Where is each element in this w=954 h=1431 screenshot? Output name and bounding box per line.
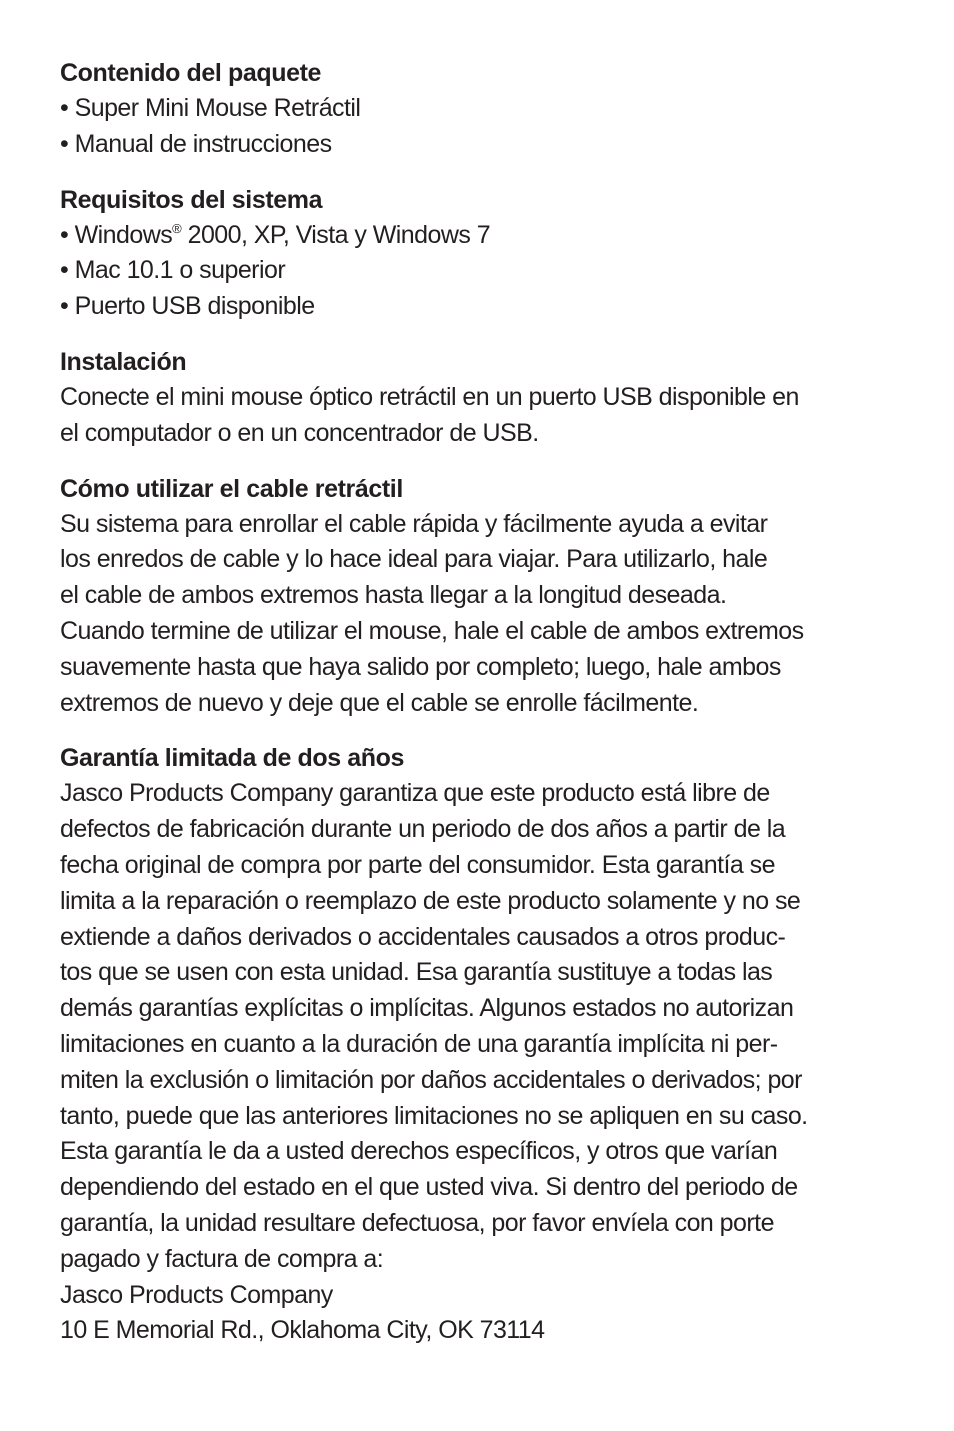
paragraph-line: pagado y factura de compra a:: [60, 1244, 384, 1273]
section-heading: Garantía limitada de dos años: [60, 744, 405, 773]
section-heading: Contenido del paquete: [60, 59, 322, 87]
list-item: • Manual de instrucciones: [60, 129, 332, 158]
system-requirements-section: [60, 183, 896, 325]
paragraph-line: Esta garantía le da a usted derechos específicos, y otros que varían: [60, 1137, 778, 1166]
list-item: • Puerto USB disponible: [60, 292, 315, 321]
company-name: Jasco Products Company: [60, 1280, 333, 1309]
paragraph-line: limitaciones en cuanto a la duración de una garantía implícita ni per-: [60, 1029, 778, 1058]
paragraph-line: limita a la reparación o reemplazo de este producto solamente y no se: [60, 886, 801, 915]
section-heading: Cómo utilizar el cable retráctil: [60, 474, 403, 503]
list-item: • Mac 10.1 o superior: [60, 256, 286, 285]
section-heading: Instalación: [60, 347, 187, 376]
paragraph-line: defectos de fabricación durante un periodo de dos años a partir de la: [60, 815, 786, 844]
list-item: • Super Mini Mouse Retráctil: [60, 94, 361, 122]
paragraph-line: garantía, la unidad resultare defectuosa, por favor envíela con porte: [60, 1208, 774, 1237]
paragraph-line: Cuando termine de utilizar el mouse, hale el cable de ambos extremos: [60, 616, 804, 645]
paragraph-line: los enredos de cable y lo hace ideal para viajar. Para utilizarlo, hale: [60, 545, 768, 574]
paragraph-line: Conecte el mini mouse óptico retráctil en un puerto USB disponible en: [60, 382, 799, 411]
paragraph-line: demás garantías explícitas o implícitas. Algunos estados no autorizan: [60, 994, 794, 1023]
limited-warranty-section: [60, 741, 896, 1349]
paragraph-line: suavemente hasta que haya salido por completo; luego, hale ambos: [60, 652, 781, 681]
list-item: • Windows® 2000, XP, Vista y Windows 7: [60, 220, 491, 249]
installation-section: [60, 345, 896, 452]
paragraph-line: el cable de ambos extremos hasta llegar a la longitud deseada.: [60, 581, 727, 610]
paragraph-line: dependiendo del estado en el que usted viva. Si dentro del periodo de: [60, 1173, 798, 1202]
package-contents-section: [60, 56, 896, 163]
paragraph-line: Jasco Products Company garantiza que este producto está libre de: [60, 779, 770, 808]
retractable-cable-section: [60, 472, 896, 722]
company-address: 10 E Memorial Rd., Oklahoma City, OK 73114: [60, 1316, 545, 1345]
paragraph-line: miten la exclusión o limitación por daños accidentales o derivados; por: [60, 1065, 802, 1094]
paragraph-line: el computador o en un concentrador de USB.: [60, 418, 539, 447]
paragraph-line: extiende a daños derivados o accidentales causados a otros produc-: [60, 922, 786, 951]
paragraph-line: extremos de nuevo y deje que el cable se enrolle fácilmente.: [60, 688, 699, 717]
section-heading: Requisitos del sistema: [60, 185, 323, 214]
paragraph-line: fecha original de compra por parte del consumidor. Esta garantía se: [60, 850, 775, 879]
paragraph-line: Su sistema para enrollar el cable rápida y fácilmente ayuda a evitar: [60, 509, 768, 538]
paragraph-line: tanto, puede que las anteriores limitaciones no se apliquen en su caso.: [60, 1101, 808, 1130]
paragraph-line: tos que se usen con esta unidad. Esa garantía sustituye a todas las: [60, 958, 773, 987]
